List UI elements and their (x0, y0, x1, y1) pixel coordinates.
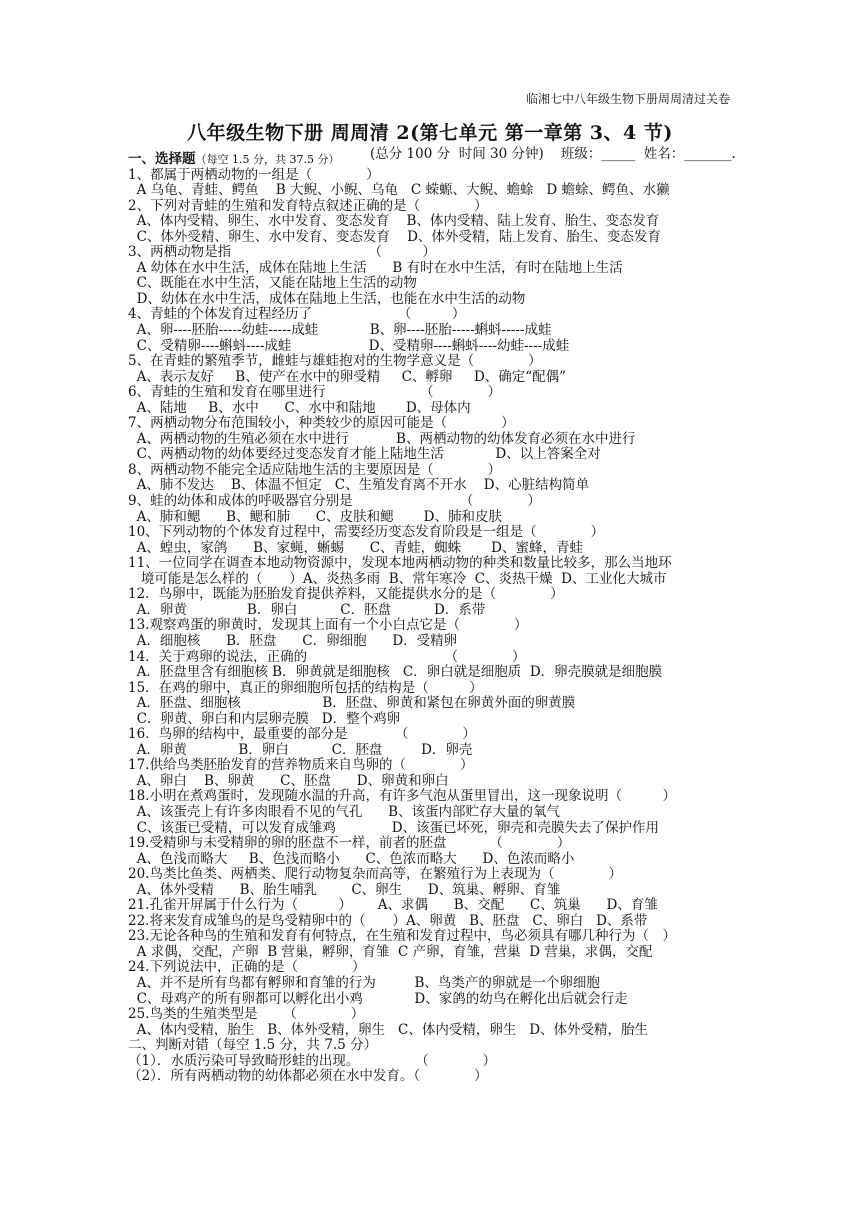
question-line: C、两栖动物的幼体要经过变态发育才能上陆地生活 D、以上答案全对 (128, 446, 601, 463)
question-line: 4、青蛙的个体发育过程经历了 （ ） (128, 306, 466, 323)
question-line: C．卵黄、卵白和内层卵壳膜 D．整个鸡卵 (128, 710, 401, 727)
judge-line: （1）．水质污染可导致畸形蛙的出现。 （ ） (128, 1052, 497, 1069)
question-line: 12．鸟卵中，既能为胚胎发育提供养料，又能提供水分的是（ ） (128, 586, 564, 603)
question-line: 境可能是怎么样的（ ）A、炎热多雨 B、常年寒冷 C、炎热干燥 D、工业化大城市 (128, 570, 667, 587)
question-line: 21.孔雀开屏属于什么行为（ ） A、求偶 B、交配 C、筑巢 D、育雏 (128, 897, 658, 914)
question-line: A、卵----胚胎-----幼蛙-----成蛙 B、卵----胚胎-----蝌蚪-----成蛙 (128, 322, 552, 339)
question-line: A．胚盘、细胞核 B．胚盘、卵黄和紧包在卵黄外面的卵黄膜 (128, 695, 576, 712)
question-line: 14．关于鸡卵的说法，正确的 （ ） (128, 648, 526, 665)
exam-content (128, 152, 738, 1085)
section-score-note: （每空 1.5 分，共 37.5 分） (195, 153, 340, 166)
question-line: 24.下列说法中，正确的是（ ） (128, 959, 366, 976)
question-line: 20.鸟类比鱼类、两栖类、爬行动物复杂而高等，在繁殖行为上表现为（ ） (128, 866, 622, 883)
question-line: 11、一位同学在调查本地动物资源中，发现本地两栖动物的种类和数量比较多，那么当地环 (128, 555, 672, 572)
question-line: C、该蛋已受精，可以发育成雏鸡 D、该蛋已坏死，卵壳和壳膜失去了保护作用 (128, 819, 660, 836)
question-list (128, 168, 738, 1039)
page-title: 八年级生物下册 周周清 2(第七单元 第一章第 3、4 节) (187, 122, 673, 144)
section-title: 一、选择题 (128, 151, 196, 167)
question-line: 13.观察鸡蛋的卵黄时，发现其上面有一个小白点它是（ ） (128, 617, 528, 634)
question-line: A 幼体在水中生活，成体在陆地上生活 B 有时在水中生活，有时在陆地上生活 (128, 259, 623, 276)
question-line: 23.无论各种鸟的生殖和发育有何特点，在生殖和发育过程中，鸟必须具有哪几种行为（ ） (128, 928, 676, 945)
question-line: C、既能在水中生活，又能在陆地上生活的动物 (128, 275, 417, 292)
question-line: 7、两栖动物分布范围较小，种类较少的原因可能是（ ） (128, 415, 515, 432)
question-line: C、受精卵----蝌蚪----成蛙 D、受精卵----蝌蚪----幼蛙----成蛙 (128, 337, 570, 354)
question-line: 6、青蛙的生殖和发育在哪里进行 （ ） (128, 384, 501, 401)
question-line: 19.受精卵与未受精卵的卵的胚盘不一样，前者的胚盘 （ ） (128, 835, 571, 852)
question-line: C、母鸡产的所有卵都可以孵化出小鸡 D、家鸽的幼鸟在孵化出后就会行走 (128, 990, 628, 1007)
question-line: A、卵白 B、卵黄 C、胚盘 D、卵黄和卵白 (128, 772, 449, 789)
section-heading-judge: 二、判断对错（每空 1.5 分，共 7.5 分） (128, 1037, 378, 1054)
question-line: A．胚盘里含有细胞核 B．卵黄就是细胞核 C．卵白就是细胞质 D．卵壳膜就是细胞膜 (128, 664, 663, 681)
question-line: A、体外受精 B、胎生哺乳 C、卵生 D、筑巢、孵卵、育雏 (128, 881, 561, 898)
question-line: A、陆地 B、水中 C、水中和陆地 D、母体内 (128, 399, 471, 416)
question-line: A、肺不发达 B、体温不恒定 C、生殖发育离不开水 D、心脏结构简单 (128, 477, 590, 494)
question-line: C、体外受精、卵生、水中发育、变态发育 D、体外受精，陆上发育、胎生、变态发育 (128, 228, 661, 245)
question-line: A、色浅而略大 B、色浅而略小 C、色浓而略大 D、色浓而略小 (128, 850, 575, 867)
question-line: 17.供给鸟类胚胎发育的营养物质来自鸟卵的（ ） (128, 757, 474, 774)
question-line: A 乌龟、青蛙、鳄鱼 B 大鲵、小鲵、乌龟 C 蝾螈、大鲵、蟾蜍 D 蟾蜍、鳄鱼、水獭 (128, 182, 670, 199)
question-line: A 求偶，交配，产卵 B 营巢，孵卵，育雏 C 产卵，育雏，营巢 D 营巢，求偶，交配 (128, 943, 653, 960)
section-heading-choice (128, 152, 738, 168)
question-line: 22.将来发育成雏鸟的是鸟受精卵中的（ ）A、卵黄 B、胚盘 C、卵白 D、系带 (128, 912, 648, 929)
question-line: A、并不是所有鸟都有孵卵和育雏的行为 B、鸟类产的卵就是一个卵细胞 (128, 974, 600, 991)
question-line: 5、在青蛙的繁殖季节，雌蛙与雄蛙抱对的生物学意义是（ ） (128, 353, 542, 370)
question-line: 1、都属于两栖动物的一组是（ ） (128, 166, 380, 183)
judge-list (128, 1054, 738, 1085)
question-line: 25.鸟类的生殖类型是 （ ） (128, 1006, 365, 1023)
question-line: A、蝗虫，家鸽 B、家蝇，蜥蜴 C、青蛙，蜘蛛 D、蜜蜂，青蛙 (128, 539, 583, 556)
school-header: 临湘七中八年级生物下册周周清过关卷 (525, 92, 730, 106)
question-line: A、该蛋壳上有许多肉眼看不见的气孔 B、该蛋内部贮存大量的氧气 (128, 803, 560, 820)
question-line: 2、下列对青蛙的生殖和发育特点叙述正确的是（ ） (128, 197, 488, 214)
question-line: A、表示友好 B、使产在水中的卵受精 C、孵卵 D、确定“配偶” (128, 368, 567, 385)
question-line: 18.小明在煮鸡蛋时，发现随水温的升高，有许多气泡从蛋里冒出，这一现象说明（ ） (128, 788, 676, 805)
question-line: A、体内受精、卵生、水中发育、变态发育 B、体内受精、陆上发育、胎生、变态发育 (128, 213, 660, 230)
question-line: 9、蛙的幼体和成体的呼吸器官分别是 （ ） (128, 493, 541, 510)
question-line: 16．鸟卵的结构中，最重要的部分是 （ ） (128, 726, 476, 743)
question-line: A．卵黄 B．卵白 C．胚盘 D．系带 (128, 601, 486, 618)
question-line: 15．在鸡的卵中，真正的卵细胞所包括的结构是（ ） (128, 679, 483, 696)
question-line: 10、下列动物的个体发育过程中，需要经历变态发育阶段是一组是（ ） (128, 524, 605, 541)
question-line: A、肺和鳃 B、鳃和肺 C、皮肤和鳃 D、肺和皮肤 (128, 508, 502, 525)
exam-info: (总分 100 分 时间 30 分钟) 班级：_____ 姓名：_______. (370, 146, 736, 162)
question-line: 3、两栖动物是指 （ ） (128, 244, 436, 261)
question-line: A、体内受精，胎生 B、体外受精，卵生 C、体内受精，卵生 D、体外受精，胎生 (128, 1021, 649, 1038)
question-line: A．细胞核 B．胚盘 C．卵细胞 D．受精卵 (128, 632, 458, 649)
question-line: D、幼体在水中生活，成体在陆地上生活，也能在水中生活的动物 (128, 290, 526, 307)
question-line: A．卵黄 B．卵白 C．胚盘 D．卵壳 (128, 741, 473, 758)
question-line: A、两栖动物的生殖必须在水中进行 B、两栖动物的幼体发育必须在水中进行 (128, 430, 636, 447)
question-line: 8、两栖动物不能完全适应陆地生活的主要原因是（ ） (128, 461, 502, 478)
judge-line: （2）．所有两栖动物的幼体都必须在水中发育。（ ） (128, 1068, 488, 1085)
